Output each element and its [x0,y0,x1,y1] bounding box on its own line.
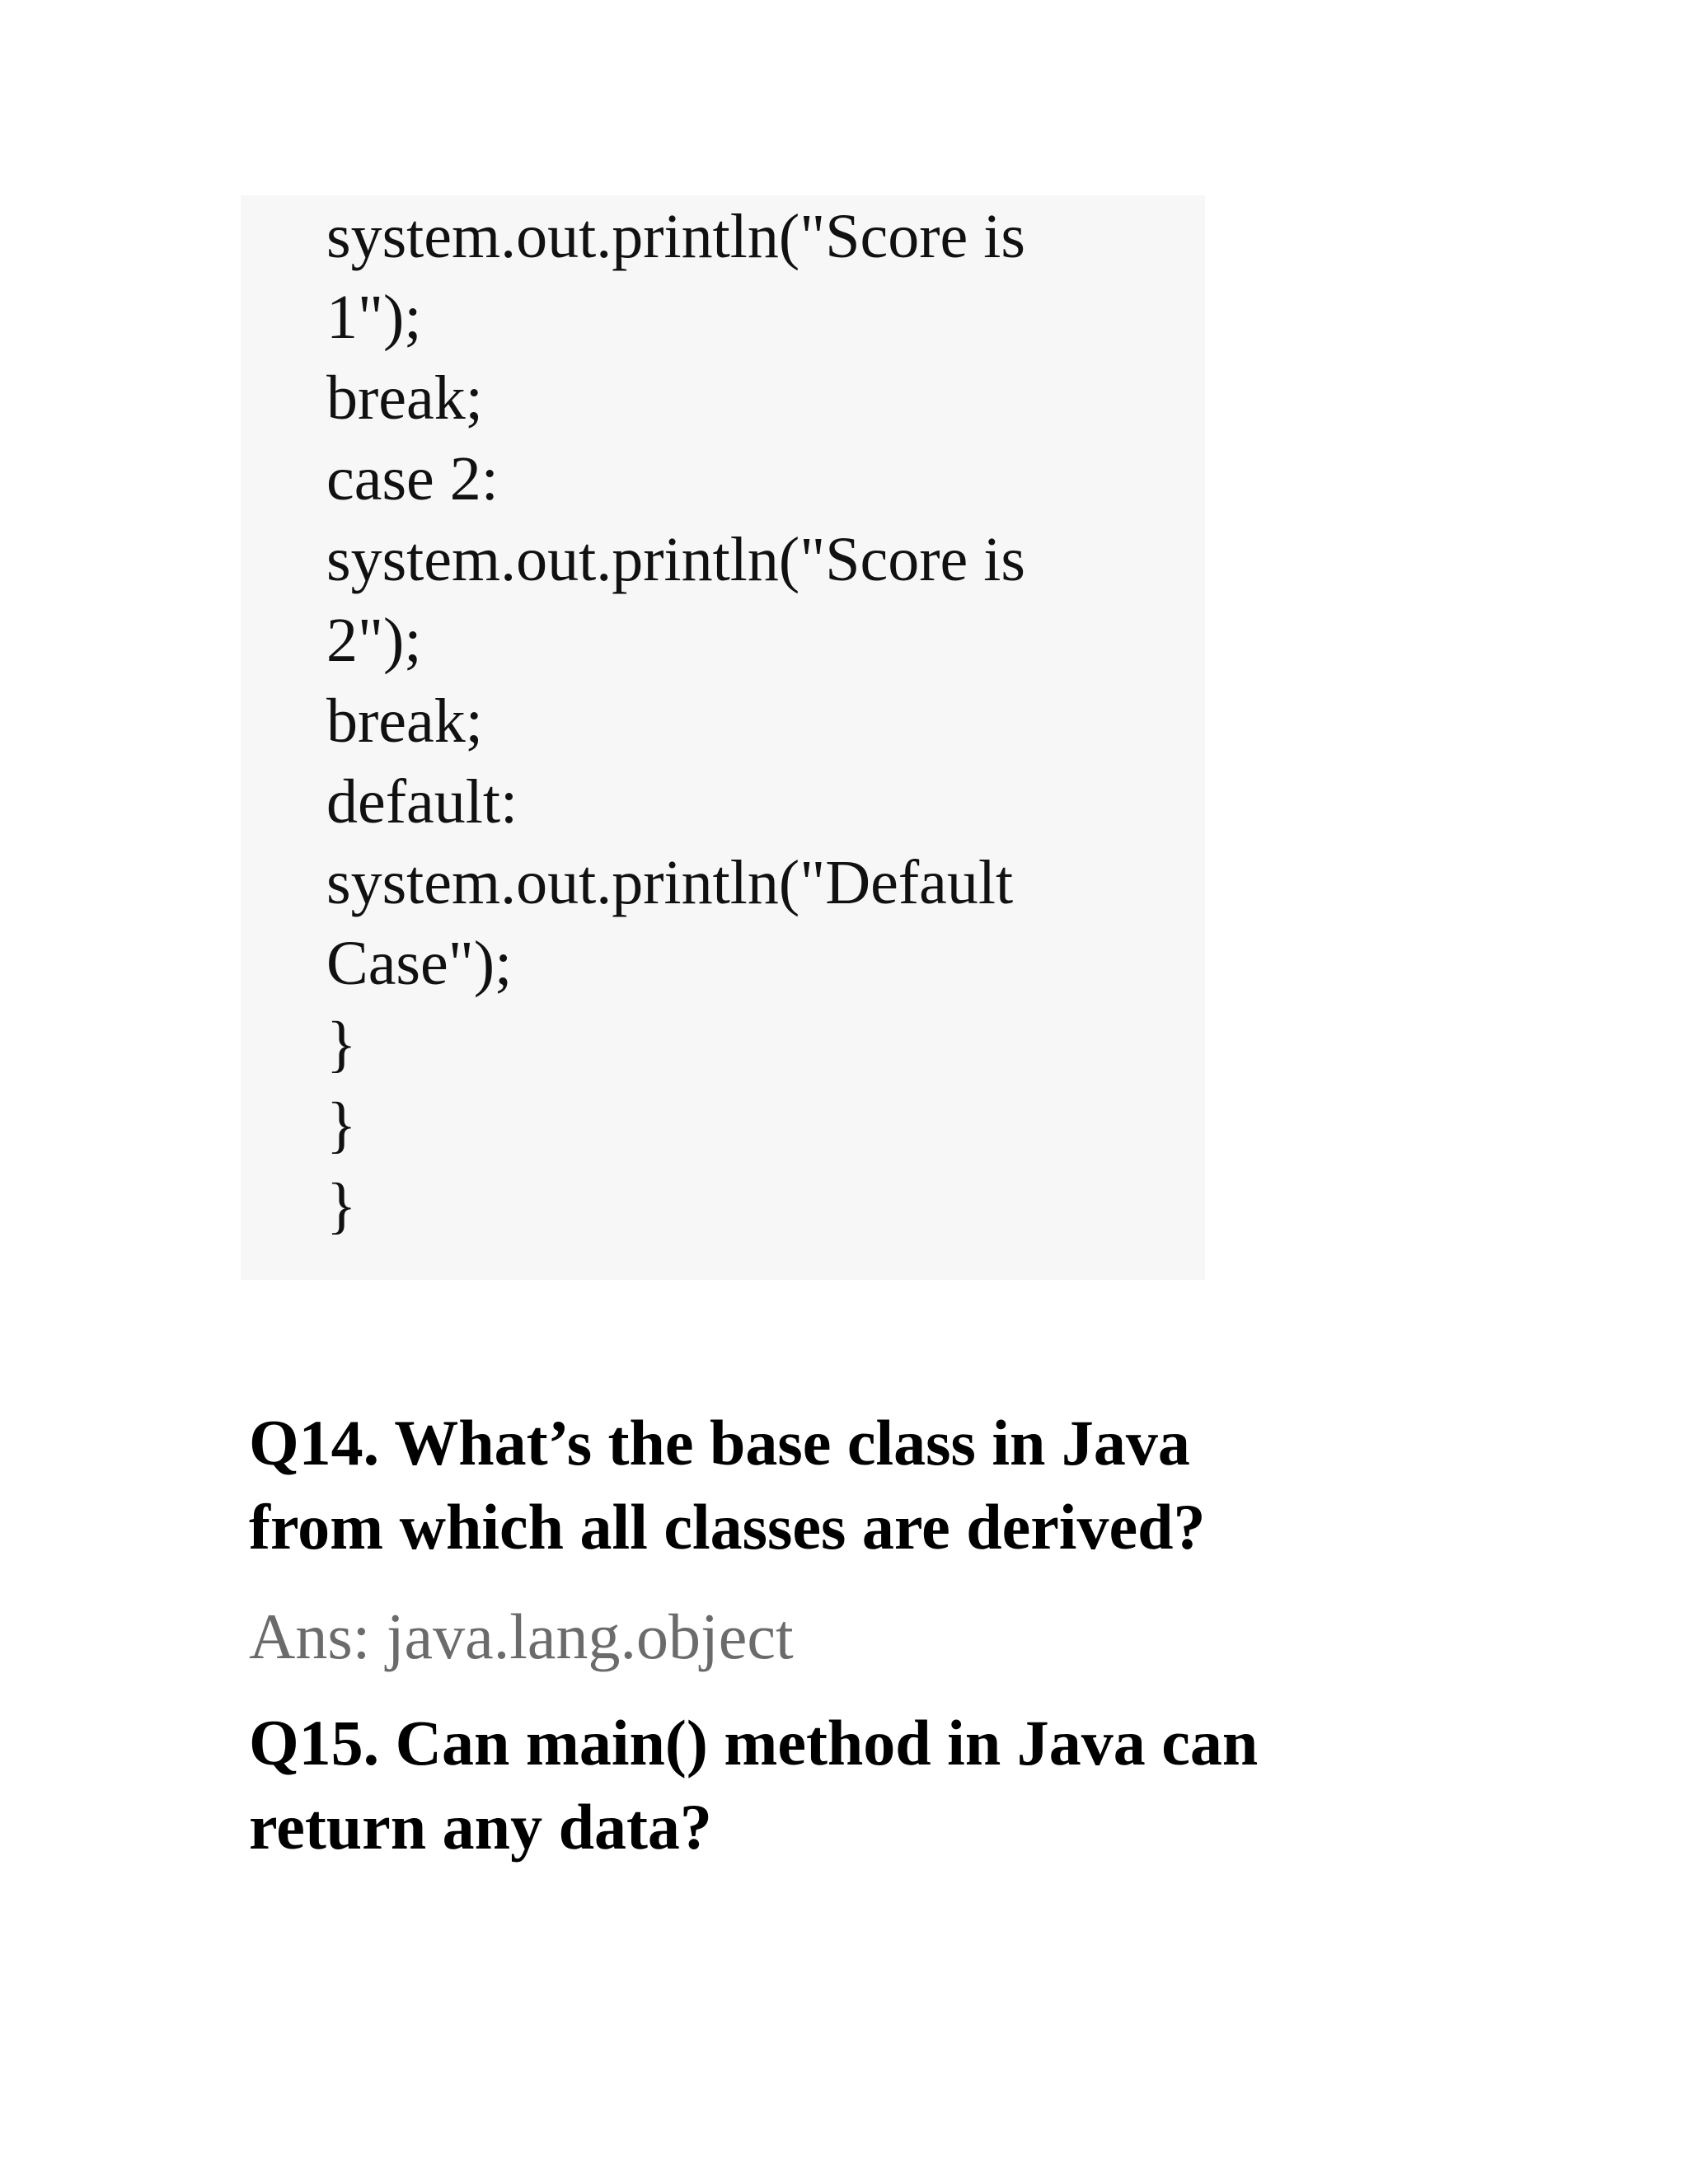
code-block [241,195,1205,1280]
code-text: default: [326,767,518,837]
answer-14: Ans: java.lang.object [249,1601,794,1672]
code-text: } [326,1010,357,1079]
question-15-line-2: return any data? [249,1791,712,1863]
code-text: system.out.println("Default [326,848,1014,917]
code-text: break; [326,687,483,756]
code-text: system.out.println("Score is [326,525,1025,594]
question-15-line-1: Q15. Can main() method in Java can [249,1707,1259,1779]
code-text: } [326,1090,357,1160]
code-text: } [326,1171,357,1240]
question-14-line-2: from which all classes are derived? [249,1491,1206,1563]
code-text: 2"); [326,606,422,675]
code-text: Case"); [326,929,513,998]
code-text: 1"); [326,283,422,352]
question-14-line-1: Q14. What’s the base class in Java [249,1407,1190,1479]
code-text: break; [326,363,483,433]
code-text: case 2: [326,444,499,513]
code-text: system.out.println("Score is [326,202,1025,271]
